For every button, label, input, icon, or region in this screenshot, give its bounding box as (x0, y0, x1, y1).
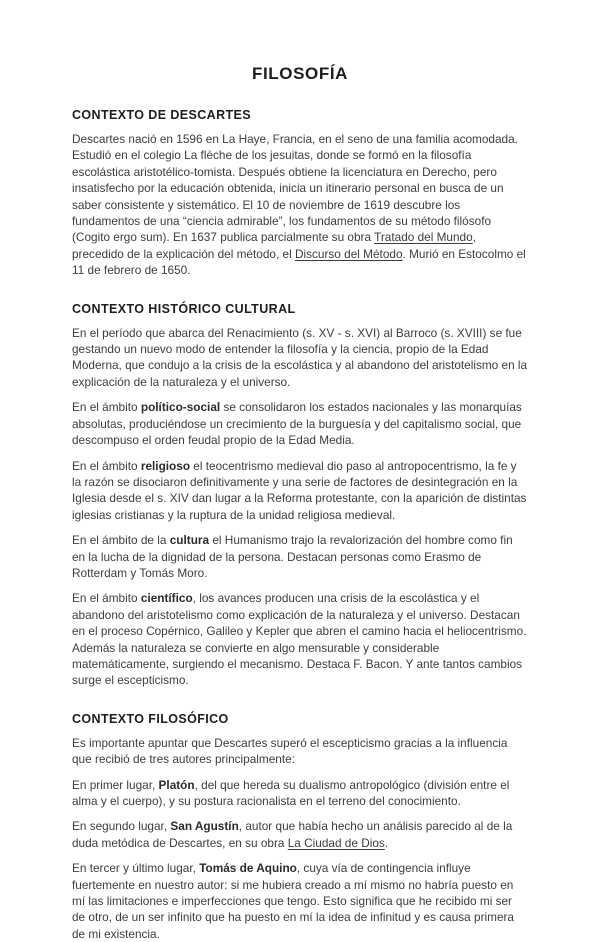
document-body (72, 108, 528, 942)
text-run: En segundo lugar, (72, 819, 171, 834)
text-run: , precedido de la explicación del método, el (72, 230, 476, 261)
paragraph (72, 860, 528, 942)
section-heading: CONTEXTO FILOSÓFICO (72, 711, 229, 726)
bold-term: político-social (140, 400, 221, 415)
text-run: , cuya vía de contingencia influye fuertemente en nuestro autor: si me hubiera creado a mí mismo no habría puesto en mí las limitaciones e imperfecciones que tengo. Esto significa que he recibido mi ser de otro, de un ser infinito que ha puesto en mí la idea de infinitud y es causa primera de mi existencia. (72, 861, 514, 941)
text-run: En el período que abarca del Renacimiento (s. XV - s. XVI) al Barroco (s. XVIII) se fue gestando un nuevo modo de entender la filosofía y la ciencia, propio de la Edad Moderna, que condujo a la crisis de la escolástica y al abandono del aristotelismo en la explicación de la naturaleza y el universo. (72, 325, 528, 389)
underlined-work-title: Tratado del Mundo (374, 230, 473, 245)
bold-term: científico (140, 591, 193, 606)
underlined-work-title: La Ciudad de Dios (287, 835, 385, 850)
paragraph (72, 818, 528, 851)
paragraph (72, 325, 528, 391)
text-run: En el ámbito (72, 591, 141, 606)
underlined-work-title: Discurso del Método (294, 246, 403, 261)
bold-term: religioso (140, 458, 191, 473)
section-heading: CONTEXTO HISTÓRICO CULTURAL (72, 301, 296, 316)
text-run: , los avances producen una crisis de la escolástica y el abandono del aristotelismo como explicación de la naturaleza y el universo. Destacan en el proceso Copérnico, Galileo y Kepler que abren el camino hacia el heliocentrismo. Además la naturaleza se convierte en algo mensurable y considerable matemáticamente, surgiendo el mecanismo. Destaca F. Bacon. Y ante tantos cambios surge el escepticismo. (72, 591, 527, 688)
text-run: el teocentrismo medieval dio paso al antropocentrismo, la fe y la razón se disociaron definitivamente y una serie de factores de desintegración en la Iglesia desde el s. XIV dan lugar a la Reforma protestante, con la aparición de distintas iglesias cristianas y la ruptura de la unidad religiosa medieval. (72, 458, 527, 522)
text-run: . Murió en Estocolmo el 11 de febrero de 1650. (72, 246, 526, 278)
paragraph (72, 399, 528, 448)
paragraph (72, 532, 528, 581)
text-run: el Humanismo trajo la revalorización del hombre como fin en la lucha de la dignidad de la persona. Destacan personas como Erasmo de Rotterdam y Tomás Moro. (72, 533, 513, 580)
paragraph (72, 131, 528, 279)
paragraph (72, 458, 528, 524)
text-run: , autor que había hecho un análisis parecido al de la duda metódica de Descartes, en su obra (72, 819, 513, 850)
text-run: En primer lugar, (72, 777, 159, 792)
text-run: Descartes nació en 1596 en La Haye, Francia, en el seno de una familia acomodada. Estudió en el colegio La flèche de los jesuitas, donde se formó en la filosofía escolástica aristotélico-tomista. Después obtiene la licenciatura en Derecho, pero insatisfecho por la educación obtenida, inicia un itinerario personal en busca de un saber consistente y sistemático. El 10 de noviembre de 1619 descubre los fundamentos de una “ciencia admirable”, los fundamentos de su método filósofo (Cogito ergo sum). En 1637 publica parcialmente su obra (72, 132, 518, 245)
paragraph (72, 777, 528, 810)
bold-term: cultura (169, 533, 210, 548)
section-heading: CONTEXTO DE DESCARTES (72, 108, 252, 122)
text-run: En el ámbito (72, 458, 141, 473)
text-run: , del que hereda su dualismo antropológico (división entre el alma y el cuerpo), y su postura racionalista en el terreno del conocimiento. (72, 777, 510, 808)
paragraph (72, 590, 528, 688)
text-run: En el ámbito (72, 400, 141, 415)
paragraph (72, 735, 528, 768)
bold-term: Tomás de Aquino (199, 861, 297, 876)
text-run: Es importante apuntar que Descartes superó el escepticismo gracias a la influencia que recibió de tres autores principalmente: (72, 735, 508, 767)
bold-term: San Agustín (170, 819, 239, 834)
text-run: En el ámbito de la (72, 533, 170, 548)
text-run: En tercer y último lugar, (72, 861, 200, 876)
text-run: . (384, 835, 389, 850)
bold-term: Platón (158, 777, 195, 792)
document-title: FILOSOFÍA (251, 64, 349, 83)
text-run: se consolidaron los estados nacionales y las monarquías absolutas, produciéndose un crecimiento de la burguesía y del capitalismo social, que descompuso el orden feudal propio de la Edad Media. (72, 400, 522, 448)
